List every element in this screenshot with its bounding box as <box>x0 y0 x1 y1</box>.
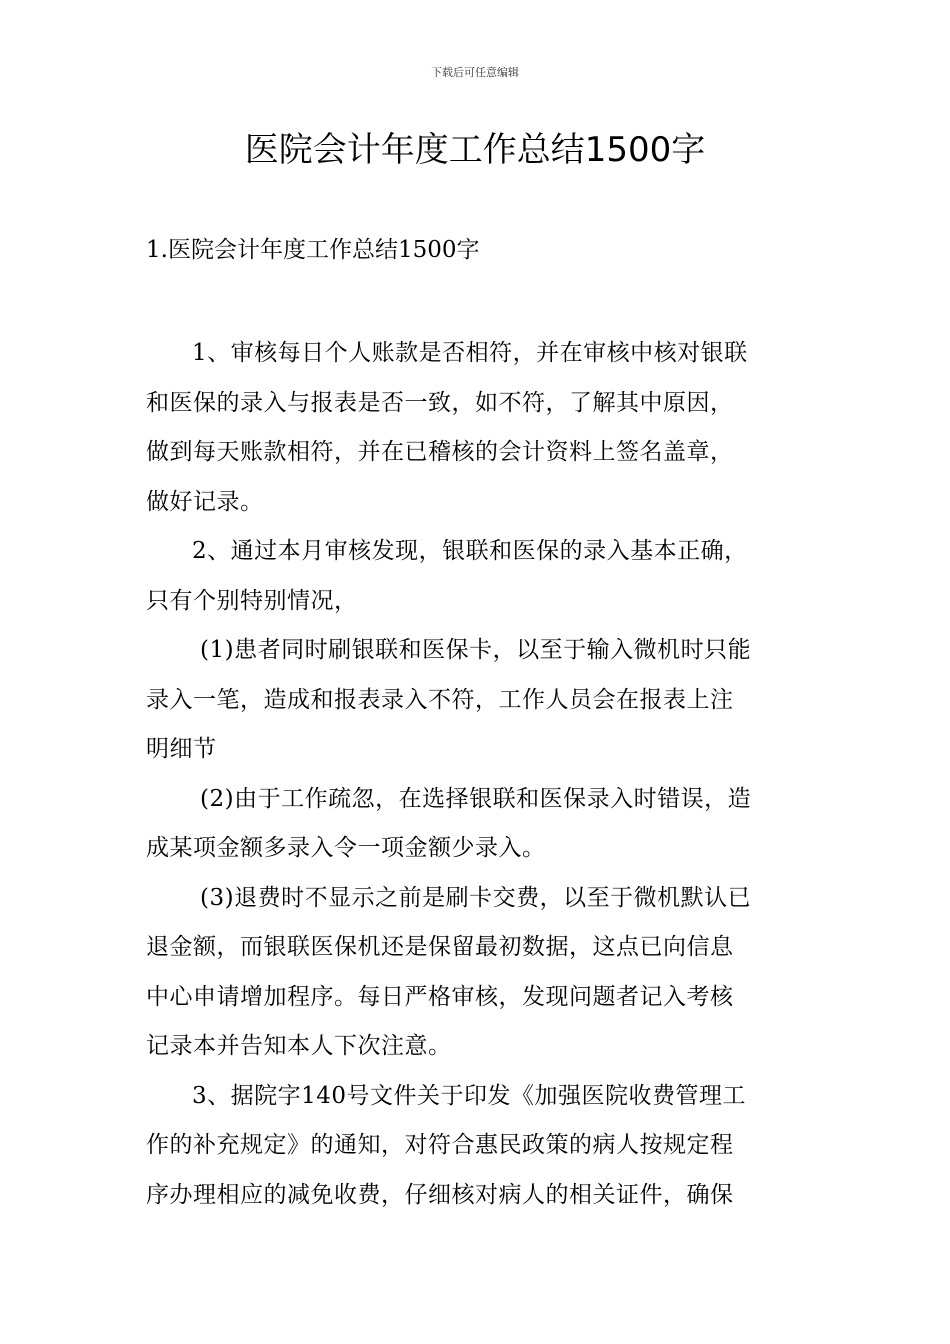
text-line: 1、审核每日个人账款是否相符，并在审核中核对银联 <box>192 340 748 366</box>
text-line: 序办理相应的减免收费，仔细核对病人的相关证件，确保 <box>146 1181 734 1208</box>
text-line: 明细节 <box>146 736 217 762</box>
text-line: 和医保的录入与报表是否一致，如不符，了解其中原因， <box>146 389 734 416</box>
text-line: 录入一笔，造成和报表录入不符，工作人员会在报表上注 <box>146 686 734 713</box>
paragraph-6 <box>146 1072 810 1221</box>
header-note: 下载后可任意编辑 <box>431 66 519 79</box>
document-title: 医院会计年度工作总结1500字 <box>244 130 706 170</box>
paragraph-2 <box>146 527 810 626</box>
text-line: 作的补充规定》的通知，对符合惠民政策的病人按规定程 <box>146 1132 734 1158</box>
paragraph-3 <box>146 626 810 775</box>
text-line: 做好记录。 <box>146 488 264 515</box>
paragraph-5 <box>146 874 810 1072</box>
text-line: (1)患者同时刷银联和医保卡，以至于输入微机时只能 <box>200 637 752 663</box>
text-line: 中心申请增加程序。每日严格审核，发现问题者记入考核 <box>146 983 734 1010</box>
paragraph-1 <box>146 329 810 527</box>
section-heading: 1.医院会计年度工作总结1500字 <box>146 237 480 263</box>
text-line: 3、据院字140号文件关于印发《加强医院收费管理工 <box>192 1082 747 1109</box>
text-line: (2)由于工作疏忽，在选择银联和医保录入时错误，造 <box>200 785 752 812</box>
text-line: 退金额，而银联医保机还是保留最初数据，这点已向信息 <box>146 934 734 960</box>
text-line: 2、通过本月审核发现，银联和医保的录入基本正确， <box>192 538 748 564</box>
paragraph-4 <box>146 775 810 874</box>
text-line: 只有个别特别情况， <box>146 587 358 614</box>
text-line: 做到每天账款相符，并在已稽核的会计资料上签名盖章， <box>146 439 734 465</box>
body-text <box>146 329 810 1220</box>
text-line: 成某项金额多录入令一项金额少录入。 <box>146 835 546 861</box>
text-line: (3)退费时不显示之前是刷卡交费，以至于微机默认已 <box>200 884 752 911</box>
text-line: 记录本并告知本人下次注意。 <box>146 1033 452 1059</box>
